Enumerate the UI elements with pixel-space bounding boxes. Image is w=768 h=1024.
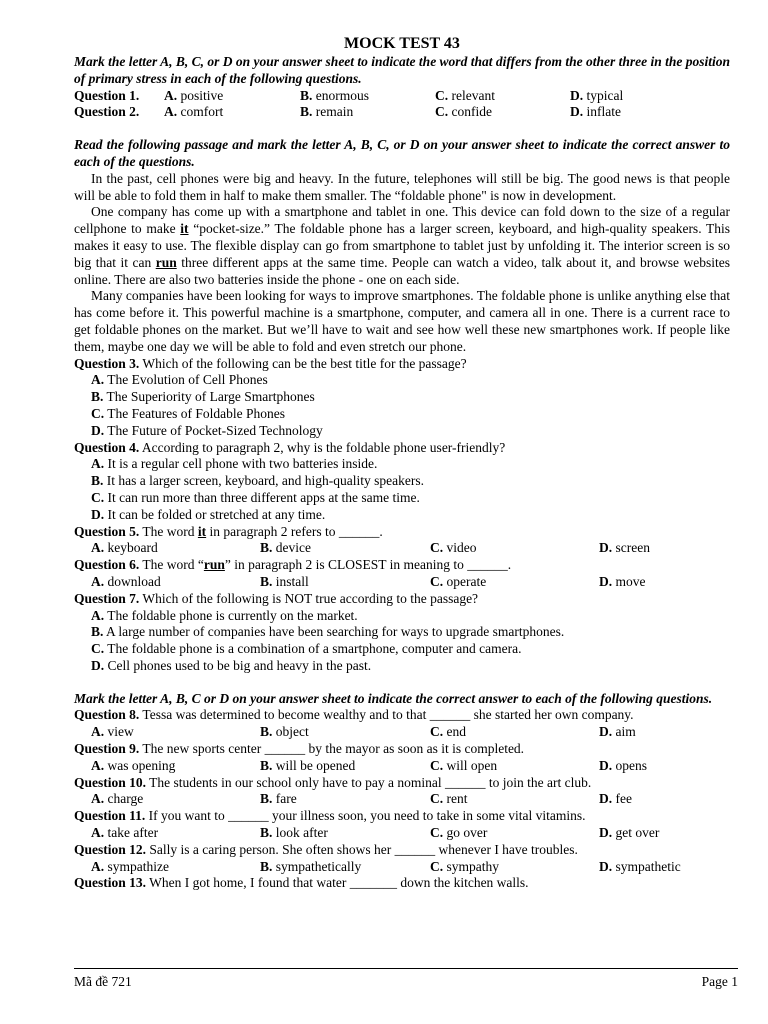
q7-option-c: C. The foldable phone is a combination of a smartphone, computer and camera. xyxy=(91,641,522,657)
q12-options xyxy=(74,859,730,876)
q8-option-d: D. aim xyxy=(599,724,636,740)
q11-option-c: C. go over xyxy=(430,825,488,841)
q12-option-c: C. sympathy xyxy=(430,858,499,874)
page-title: MOCK TEST 43 xyxy=(344,35,460,52)
passage-paragraph-3: Many companies have been looking for ways to improve smartphones. The foldable phone is unlike anything else that has come before it. This powerful machine is a smartphone, computer, and camera all in one. There is a current race to get foldable phones on the market. But we’ll have to wait and see how well these new smartphones work. If people like them, maybe one day we will be able to fold and even stretch our phone. xyxy=(74,288,730,354)
q7-option-d: D. Cell phones used to be big and heavy in the past. xyxy=(91,657,372,673)
question-3: Question 3. Which of the following can be the best title for the passage? xyxy=(74,355,467,371)
q9-option-a: A. was opening xyxy=(91,757,176,773)
q9-option-c: C. will open xyxy=(430,757,498,773)
q8-option-c: C. end xyxy=(430,724,466,740)
q12-option-d: D. sympathetic xyxy=(599,858,681,874)
question-13: Question 13. When I got home, I found that water _______ down the kitchen walls. xyxy=(74,875,529,891)
question-4: Question 4. According to paragraph 2, why is the foldable phone user-friendly? xyxy=(74,439,506,455)
q10-option-b: B. fare xyxy=(260,791,297,807)
q8-option-a: A. view xyxy=(91,724,134,740)
q6-option-a: A. download xyxy=(91,573,161,589)
q3-option-c: C. The Features of Foldable Phones xyxy=(91,405,285,421)
question-2-label: Question 2. xyxy=(74,104,140,120)
question-2 xyxy=(74,104,730,121)
q11-option-a: A. take after xyxy=(91,825,159,841)
q6-options xyxy=(74,574,730,591)
q4-option-b: B. It has a larger screen, keyboard, and high-quality speakers. xyxy=(91,473,425,489)
passage-paragraph-2: One company has come up with a smartphone and tablet in one. This device can fold down to the size of a regular cellphone to make it “pocket-size.” The foldable phone has a larger screen, keyboard, and high-quality speakers. This makes it easy to use. The flexible display can go from smartphone to tablet just by unfolding it. The interior screen is so big that it can run three different apps at the same time. People can watch a video, talk about it, and browse websites online. There are also two batteries inside the phone - one on each side. xyxy=(74,204,731,287)
question-5: Question 5. The word it in paragraph 2 refers to ______. xyxy=(74,523,383,539)
q4-option-d: D. It can be folded or stretched at any time. xyxy=(91,506,326,522)
question-6: Question 6. The word “run” in paragraph 2 is CLOSEST in meaning to ______. xyxy=(74,557,512,573)
q7-option-a: A. The foldable phone is currently on the market. xyxy=(91,607,358,623)
q2-option-c: C. confide xyxy=(435,104,492,120)
document-body xyxy=(74,34,730,892)
footer-exam-code: Mã đề 721 xyxy=(74,974,132,989)
page-footer xyxy=(74,968,738,991)
question-9: Question 9. The new sports center ______ by the mayor as soon as it is completed. xyxy=(74,741,525,757)
q10-option-a: A. charge xyxy=(91,791,144,807)
q2-option-a: A. comfort xyxy=(164,104,224,120)
q12-option-b: B. sympathetically xyxy=(260,858,362,874)
q4-option-c: C. It can run more than three different apps at the same time. xyxy=(91,489,420,505)
q6-option-c: C. operate xyxy=(430,573,487,589)
q3-option-b: B. The Superiority of Large Smartphones xyxy=(91,389,315,405)
q11-option-b: B. look after xyxy=(260,825,328,841)
question-10: Question 10. The students in our school only have to pay a nominal ______ to join the art club. xyxy=(74,774,592,790)
q6-option-b: B. install xyxy=(260,573,309,589)
question-1-label: Question 1. xyxy=(74,87,140,103)
underlined-word-it: it xyxy=(180,221,189,237)
q1-option-c: C. relevant xyxy=(435,87,495,103)
question-1 xyxy=(74,88,730,105)
q5-option-b: B. device xyxy=(260,540,311,556)
q1-option-a: A. positive xyxy=(164,87,224,103)
q12-option-a: A. sympathize xyxy=(91,858,169,874)
q2-option-d: D. inflate xyxy=(570,104,621,120)
q5-option-c: C. video xyxy=(430,540,477,556)
q9-option-b: B. will be opened xyxy=(260,757,356,773)
q5-option-a: A. keyboard xyxy=(91,540,158,556)
section3-instruction: Mark the letter A, B, C or D on your answer sheet to indicate the correct answer to each of the following questions. xyxy=(74,690,713,706)
section2-instruction: Read the following passage and mark the letter A, B, C, or D on your answer sheet to indicate the correct answer to each of the questions. xyxy=(74,137,730,169)
q11-option-d: D. get over xyxy=(599,825,660,841)
q9-options xyxy=(74,758,730,775)
q4-option-a: A. It is a regular cell phone with two batteries inside. xyxy=(91,456,378,472)
q3-option-a: A. The Evolution of Cell Phones xyxy=(91,372,268,388)
q8-option-b: B. object xyxy=(260,724,309,740)
q1-option-b: B. enormous xyxy=(300,87,370,103)
q3-option-d: D. The Future of Pocket-Sized Technology xyxy=(91,422,323,438)
q5-option-d: D. screen xyxy=(599,540,650,556)
q11-options xyxy=(74,825,730,842)
question-7: Question 7. Which of the following is NOT true according to the passage? xyxy=(74,590,479,606)
section1-instruction: Mark the letter A, B, C, or D on your answer sheet to indicate the word that differs from the other three in the position of primary stress in each of the following questions. xyxy=(74,54,730,86)
q1-option-d: D. typical xyxy=(570,87,624,103)
q9-option-d: D. opens xyxy=(599,757,647,773)
q10-option-d: D. fee xyxy=(599,791,632,807)
question-11: Question 11. If you want to ______ your illness soon, you need to take in some vital vitamins. xyxy=(74,808,586,824)
q5-options xyxy=(74,540,730,557)
q6-option-d: D. move xyxy=(599,573,646,589)
question-8: Question 8. Tessa was determined to become wealthy and to that ______ she started her own company. xyxy=(74,707,634,723)
footer-page-number: Page 1 xyxy=(701,974,738,989)
passage-paragraph-1: In the past, cell phones were big and heavy. In the future, telephones will still be big. The good news is that people will be able to fold them in half to make them smaller. The “foldable phone" is now in development. xyxy=(74,170,730,203)
q10-options xyxy=(74,791,730,808)
q2-option-b: B. remain xyxy=(300,104,354,120)
underlined-word-run: run xyxy=(155,254,177,270)
q10-option-c: C. rent xyxy=(430,791,468,807)
question-12: Question 12. Sally is a caring person. She often shows her ______ whenever I have troubles. xyxy=(74,841,578,857)
q8-options xyxy=(74,724,730,741)
q7-option-b: B. A large number of companies have been searching for ways to upgrade smartphones. xyxy=(91,624,565,640)
